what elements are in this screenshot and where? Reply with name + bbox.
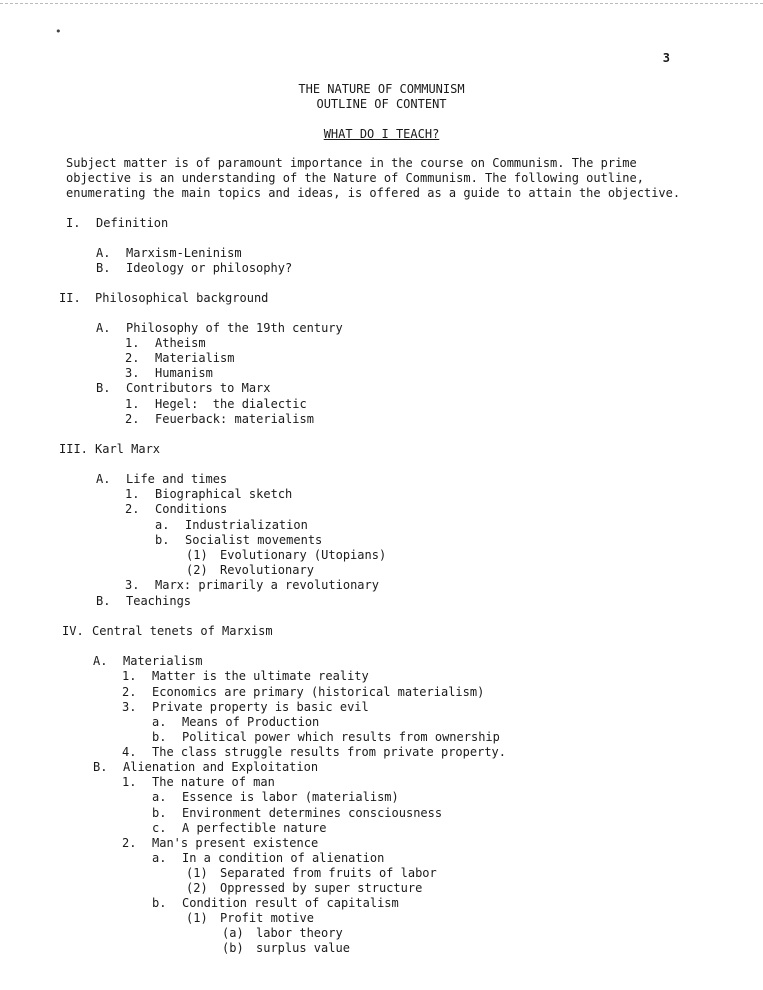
intro-paragraph — [66, 156, 726, 201]
outline-marker: a. — [155, 518, 170, 532]
outline-marker: II. — [59, 291, 81, 305]
outline-item-text: Definition — [96, 216, 169, 230]
outline-marker: (2) — [186, 563, 208, 577]
outline-marker: 1. — [125, 397, 140, 411]
outline-marker: B. — [96, 381, 111, 395]
outline-item-text: Socialist movements — [185, 533, 323, 547]
outline-marker: 1. — [122, 669, 137, 683]
outline-item-text: Life and times — [126, 472, 228, 486]
outline-item-text: Central tenets of Marxism — [92, 624, 273, 638]
outline-item-text: labor theory — [256, 926, 343, 940]
outline-marker: (1) — [186, 911, 208, 925]
outline-item-text: Marxism-Leninism — [126, 246, 242, 260]
outline-marker: b. — [152, 896, 167, 910]
outline-item-text: Essence is labor (materialism) — [182, 790, 399, 804]
outline-marker: c. — [152, 821, 167, 835]
outline-item-text: Revolutionary — [220, 563, 314, 577]
outline-marker: (b) — [222, 941, 244, 955]
outline-marker: III. — [59, 442, 88, 456]
outline-item-text: Biographical sketch — [155, 487, 293, 501]
outline-marker: I. — [66, 216, 81, 230]
outline-item-text: Teachings — [126, 594, 192, 608]
intro-line: enumerating the main topics and ideas, is offered as a guide to attain the objective. — [66, 186, 681, 200]
outline-item-text: The nature of man — [152, 775, 275, 789]
outline-marker: 2. — [125, 502, 140, 516]
outline-item-text: Separated from fruits of labor — [220, 866, 437, 880]
outline-item-text: Economics are primary (historical materialism) — [152, 685, 485, 699]
outline-marker: 3. — [122, 700, 137, 714]
outline-marker: 2. — [122, 685, 137, 699]
outline-marker: IV. — [62, 624, 84, 638]
outline-marker: 3. — [125, 578, 140, 592]
outline-marker: B. — [93, 760, 108, 774]
outline-marker: 2. — [125, 351, 140, 365]
outline-marker: b. — [152, 730, 167, 744]
outline-marker: a. — [152, 851, 167, 865]
outline-item-text: Karl Marx — [95, 442, 161, 456]
outline-marker: 3. — [125, 366, 140, 380]
outline-marker: B. — [96, 261, 111, 275]
outline-item-text: Industrialization — [185, 518, 308, 532]
outline-item-text: Hegel: the dialectic — [155, 397, 307, 411]
outline-marker: 1. — [125, 487, 140, 501]
outline-item-text: Atheism — [155, 336, 206, 350]
page-top-edge — [0, 3, 763, 4]
outline-item-text: Private property is basic evil — [152, 700, 369, 714]
outline-item-text: Matter is the ultimate reality — [152, 669, 369, 683]
document-subtitle: OUTLINE OF CONTENT — [316, 97, 447, 111]
outline-marker: A. — [96, 321, 111, 335]
outline-item-text: Marx: primarily a revolutionary — [155, 578, 379, 592]
outline-marker: b. — [155, 533, 170, 547]
outline-item-text: Profit motive — [220, 911, 314, 925]
outline-item-text: Political power which results from ownership — [182, 730, 500, 744]
outline-item-text: Conditions — [155, 502, 228, 516]
document-title: THE NATURE OF COMMUNISM — [298, 82, 465, 96]
outline-marker: (2) — [186, 881, 208, 895]
outline-item-text: A perfectible nature — [182, 821, 327, 835]
outline-marker: b. — [152, 806, 167, 820]
outline-item-text: Evolutionary (Utopians) — [220, 548, 387, 562]
outline-item-text: Alienation and Exploitation — [123, 760, 319, 774]
outline-item-text: The class struggle results from private property. — [152, 745, 507, 759]
outline-item-text: Humanism — [155, 366, 213, 380]
outline-item-text: Feuerback: materialism — [155, 412, 314, 426]
outline-item-text: Philosophy of the 19th century — [126, 321, 343, 335]
outline-marker: (a) — [222, 926, 244, 940]
outline-marker: (1) — [186, 866, 208, 880]
scan-speck: • — [55, 25, 62, 38]
outline-item-text: Ideology or philosophy? — [126, 261, 293, 275]
outline-item-text: Man's present existence — [152, 836, 319, 850]
outline-marker: A. — [93, 654, 108, 668]
outline-item-text: Philosophical background — [95, 291, 269, 305]
outline-item-text: Contributors to Marx — [126, 381, 271, 395]
intro-line: Subject matter is of paramount importance in the course on Communism. The prime — [66, 156, 637, 170]
outline-marker: a. — [152, 790, 167, 804]
outline-item-text: Environment determines consciousness — [182, 806, 443, 820]
outline-item-text: Materialism — [155, 351, 235, 365]
outline-marker: (1) — [186, 548, 208, 562]
outline-marker: 1. — [125, 336, 140, 350]
outline-marker: B. — [96, 594, 111, 608]
outline-item-text: Materialism — [123, 654, 203, 668]
outline-marker: 2. — [122, 836, 137, 850]
outline-marker: 4. — [122, 745, 137, 759]
page-number: 3 — [662, 51, 670, 65]
outline-item-text: In a condition of alienation — [182, 851, 385, 865]
outline-marker: a. — [152, 715, 167, 729]
outline-item-text: surplus value — [256, 941, 350, 955]
outline-marker: 2. — [125, 412, 140, 426]
outline-item-text: Oppressed by super structure — [220, 881, 423, 895]
outline-marker: A. — [96, 472, 111, 486]
outline-item-text: Means of Production — [182, 715, 320, 729]
outline-marker: A. — [96, 246, 111, 260]
section-heading: WHAT DO I TEACH? — [323, 127, 440, 141]
outline-item-text: Condition result of capitalism — [182, 896, 399, 910]
outline-marker: 1. — [122, 775, 137, 789]
intro-line: objective is an understanding of the Nature of Communism. The following outline, — [66, 171, 644, 185]
